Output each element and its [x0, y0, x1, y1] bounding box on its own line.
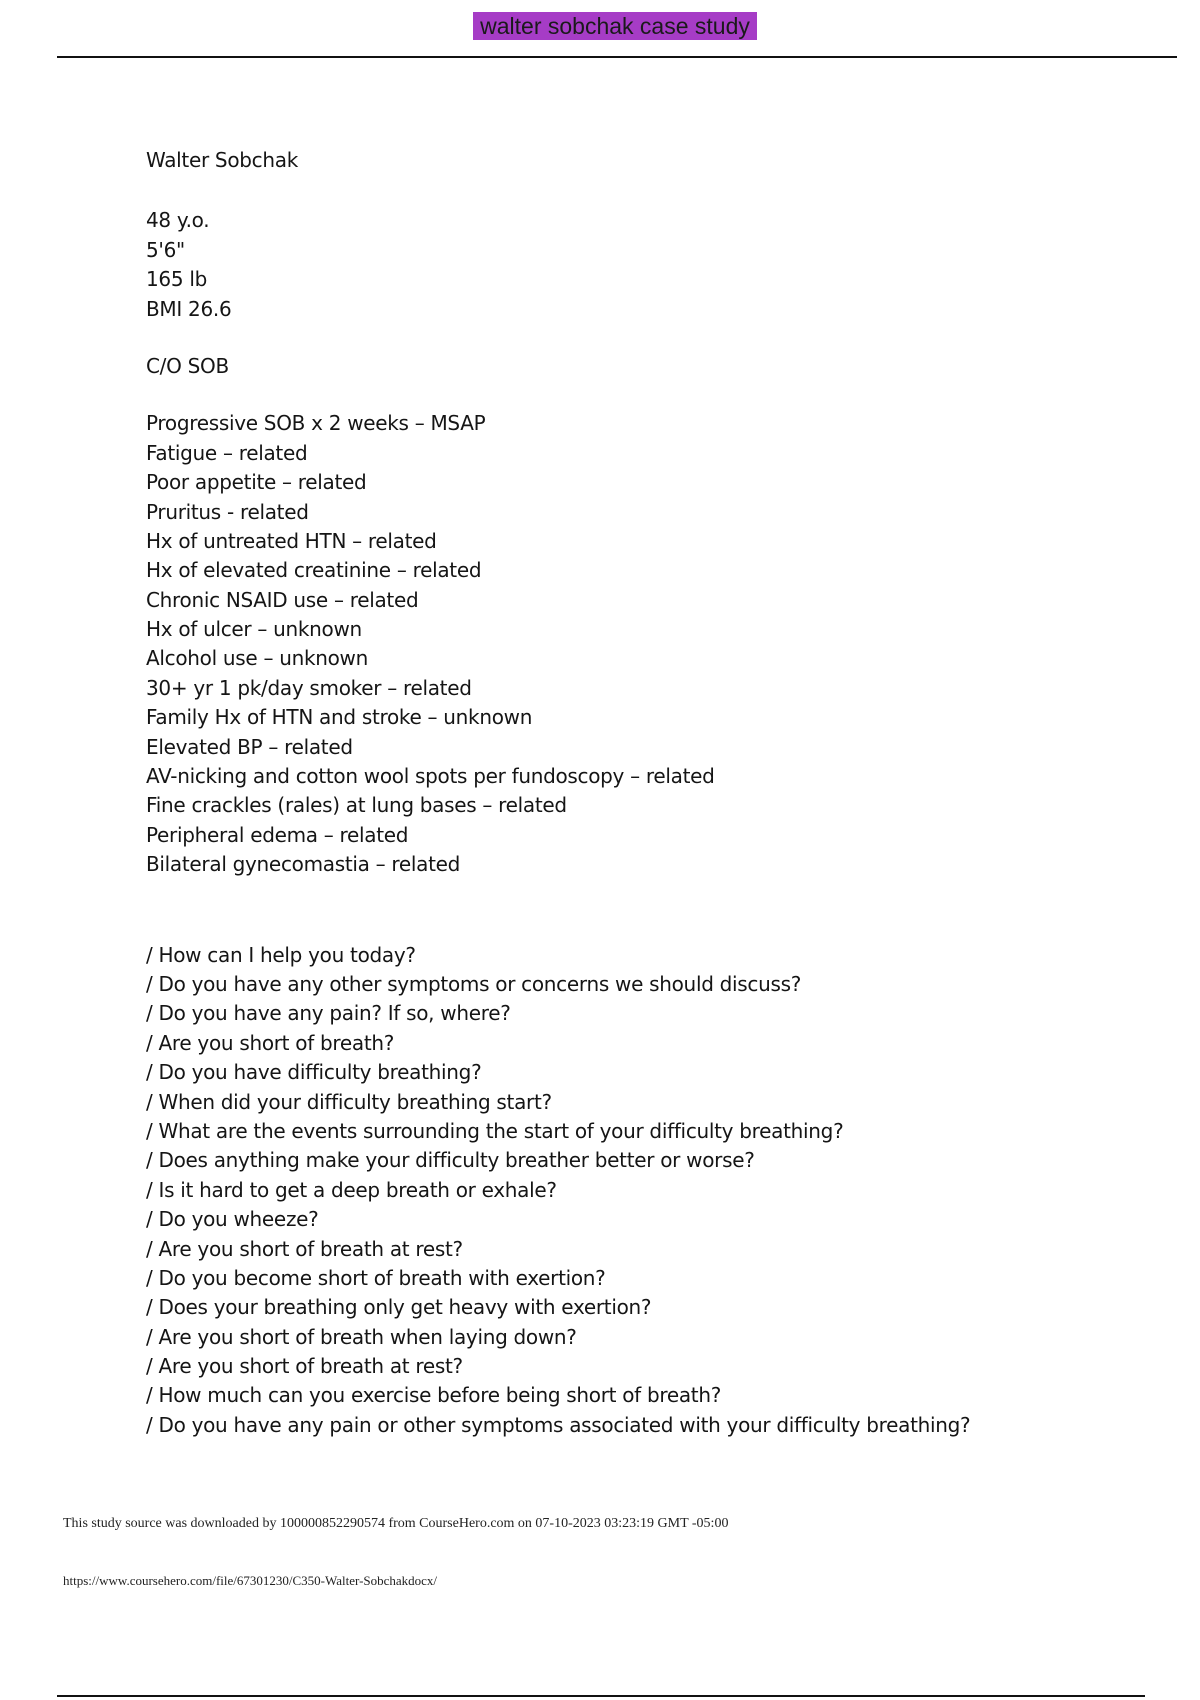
finding-item: Hx of elevated creatinine – related [146, 558, 482, 583]
finding-item: Pruritus - related [146, 499, 309, 524]
finding-item: Bilateral gynecomastia – related [146, 852, 461, 877]
finding-item: Progressive SOB x 2 weeks – MSAP [146, 411, 486, 436]
question-item: / Does anything make your difficulty breather better or worse? [146, 1148, 755, 1173]
finding-item: Fine crackles (rales) at lung bases – related [146, 793, 567, 818]
patient-vitals [146, 206, 1146, 324]
finding-item: Family Hx of HTN and stroke – unknown [146, 705, 533, 730]
document-title: walter sobchak case study [473, 12, 757, 40]
question-item: / Is it hard to get a deep breath or exhale? [146, 1177, 557, 1202]
finding-item: Hx of ulcer – unknown [146, 617, 362, 642]
spacer [146, 175, 1146, 206]
question-item: / What are the events surrounding the start of your difficulty breathing? [146, 1118, 844, 1143]
document-header [0, 12, 1200, 40]
finding-item: 30+ yr 1 pk/day smoker – related [146, 675, 472, 700]
vital-bmi: BMI 26.6 [146, 296, 232, 321]
question-item: / Do you have any pain or other symptoms associated with your difficulty breathing? [146, 1412, 971, 1437]
finding-item: Elevated BP – related [146, 734, 353, 759]
header-divider [57, 56, 1177, 58]
question-item: / How can I help you today? [146, 942, 416, 967]
finding-item: AV-nicking and cotton wool spots per fundoscopy – related [146, 764, 715, 789]
document-body [146, 146, 1146, 1440]
question-item: / Do you become short of breath with exertion? [146, 1265, 606, 1290]
question-item: / Do you have any other symptoms or concerns we should discuss? [146, 971, 802, 996]
finding-item: Fatigue – related [146, 440, 308, 465]
finding-item: Poor appetite – related [146, 470, 367, 495]
finding-item: Chronic NSAID use – related [146, 587, 419, 612]
patient-name: Walter Sobchak [146, 148, 298, 172]
question-item: / When did your difficulty breathing start? [146, 1089, 552, 1114]
question-item: / Do you wheeze? [146, 1207, 319, 1232]
spacer [146, 880, 1146, 941]
question-item: / Are you short of breath at rest? [146, 1236, 463, 1261]
question-item: / Do you have any pain? If so, where? [146, 1001, 511, 1026]
question-item: / Do you have difficulty breathing? [146, 1060, 482, 1085]
spacer [146, 324, 1146, 352]
question-item: / Are you short of breath at rest? [146, 1354, 463, 1379]
question-item: / Does your breathing only get heavy with exertion? [146, 1295, 652, 1320]
source-url[interactable]: https://www.coursehero.com/file/67301230/C350-Walter-Sobchakdocx/ [63, 1573, 438, 1588]
chief-complaint: C/O SOB [146, 353, 229, 378]
vital-height: 5'6" [146, 237, 185, 262]
download-source-note: This study source was downloaded by 100000852290574 from CourseHero.com on 07-10-2023 03:23:19 GMT -05:00 [63, 1516, 729, 1531]
finding-item: Alcohol use – unknown [146, 646, 368, 671]
vital-age: 48 y.o. [146, 208, 210, 233]
vital-weight: 165 lb [146, 267, 207, 292]
findings-list [146, 409, 1146, 879]
spacer [146, 381, 1146, 409]
finding-item: Hx of untreated HTN – related [146, 528, 437, 553]
interview-questions-list [146, 941, 1146, 1441]
question-item: / How much can you exercise before being short of breath? [146, 1383, 722, 1408]
footer-divider [57, 1695, 1145, 1697]
finding-item: Peripheral edema – related [146, 822, 409, 847]
question-item: / Are you short of breath? [146, 1030, 395, 1055]
question-item: / Are you short of breath when laying down? [146, 1324, 577, 1349]
